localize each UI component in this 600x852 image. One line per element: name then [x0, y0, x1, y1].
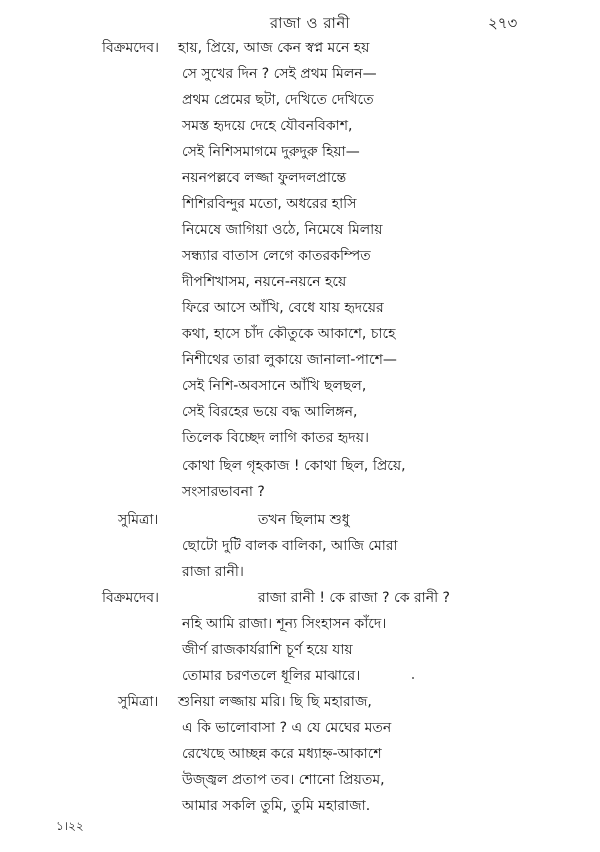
verse-line: রাজা রানী ! কে রাজা ? কে রানী ? — [258, 590, 450, 606]
verse-line: সমস্ত হৃদয়ে দেহে যৌবনবিকাশ, — [182, 118, 353, 134]
speaker-label: সুমিত্রা। — [118, 694, 159, 710]
verse-line: প্রথম প্রেমের ছটা, দেখিতে দেখিতে — [182, 92, 374, 108]
verse-line: তিলেক বিচ্ছেদ লাগি কাতর হৃদয়। — [182, 430, 370, 446]
signature-mark: ১।২২ — [56, 819, 84, 833]
page-number: ২৭৩ — [488, 14, 518, 32]
verse-line: নয়নপল্লবে লজ্জা ফুলদলপ্রান্তে — [182, 170, 347, 186]
verse-line: সন্ধ্যার বাতাস লেগে কাতরকম্পিত — [182, 248, 371, 264]
verse-line: সেই নিশিসমাগমে দুরুদুরু হিয়া— — [182, 144, 360, 160]
speaker-label: সুমিত্রা। — [118, 512, 159, 528]
verse-line: নিশীথের তারা লুকায়ে জানালা-পাশে— — [182, 352, 397, 368]
verse-line: সেই নিশি-অবসানে আঁখি ছলছল, — [182, 378, 367, 394]
verse-line: শুনিয়া লজ্জায় মরি। ছি ছি মহারাজ, — [178, 694, 372, 710]
verse-line: জীর্ণ রাজকার্যরাশি চূর্ণ হয়ে যায় — [182, 642, 353, 658]
verse-line: হায়, প্রিয়ে, আজ কেন স্বপ্ন মনে হয় — [178, 40, 370, 56]
verse-line: ছোটো দুটি বালক বালিকা, আজি মোরা — [182, 538, 398, 554]
speaker-label: বিক্রমদেব। — [102, 40, 160, 56]
verse-line: তোমার চরণতলে ধূলির মাঝারে। — [182, 668, 361, 684]
verse-line: নিমেষে জাগিয়া ওঠে, নিমেষে মিলায় — [182, 222, 383, 238]
verse-line: সেই বিরহের ভয়ে বদ্ধ আলিঙ্গন, — [182, 404, 358, 420]
verse-line: কোথা ছিল গৃহকাজ ! কোথা ছিল, প্রিয়ে, — [182, 458, 406, 474]
verse-line: এ কি ভালোবাসা ? এ যে মেঘের মতন — [182, 720, 392, 736]
verse-line: রাজা রানী। — [182, 564, 244, 580]
verse-line: তখন ছিলাম শুধু — [258, 512, 350, 528]
verse-line: রেখেছে আচ্ছন্ন করে মধ্যাহ্ন-আকাশে — [182, 746, 382, 762]
verse-line: দীপশিখাসম, নয়নে-নয়নে হয়ে — [182, 274, 347, 290]
verse-line: কথা, হাসে চাঁদ কৌতুকে আকাশে, চাহে — [182, 326, 396, 342]
running-title: রাজা ও রানী — [269, 14, 351, 32]
verse-line: শিশিরবিন্দুর মতো, অধরের হাসি — [182, 196, 357, 212]
verse-line: সংসারভাবনা ? — [182, 484, 265, 500]
speaker-label: বিক্রমদেব। — [102, 590, 160, 606]
verse-line: নহি আমি রাজা। শূন্য সিংহাসন কাঁদে। — [182, 616, 387, 632]
verse-line: ফিরে আসে আঁখি, বেধে যায় হৃদয়ের — [182, 300, 384, 316]
verse-line: উজ্জ্বল প্রতাপ তব। শোনো প্রিয়তম, — [182, 772, 385, 788]
verse-line: সে সুখের দিন ? সেই প্রথম মিলন— — [182, 66, 377, 82]
verse-line: আমার সকলি তুমি, তুমি মহারাজা. — [182, 798, 371, 814]
scan-speck — [412, 677, 414, 679]
